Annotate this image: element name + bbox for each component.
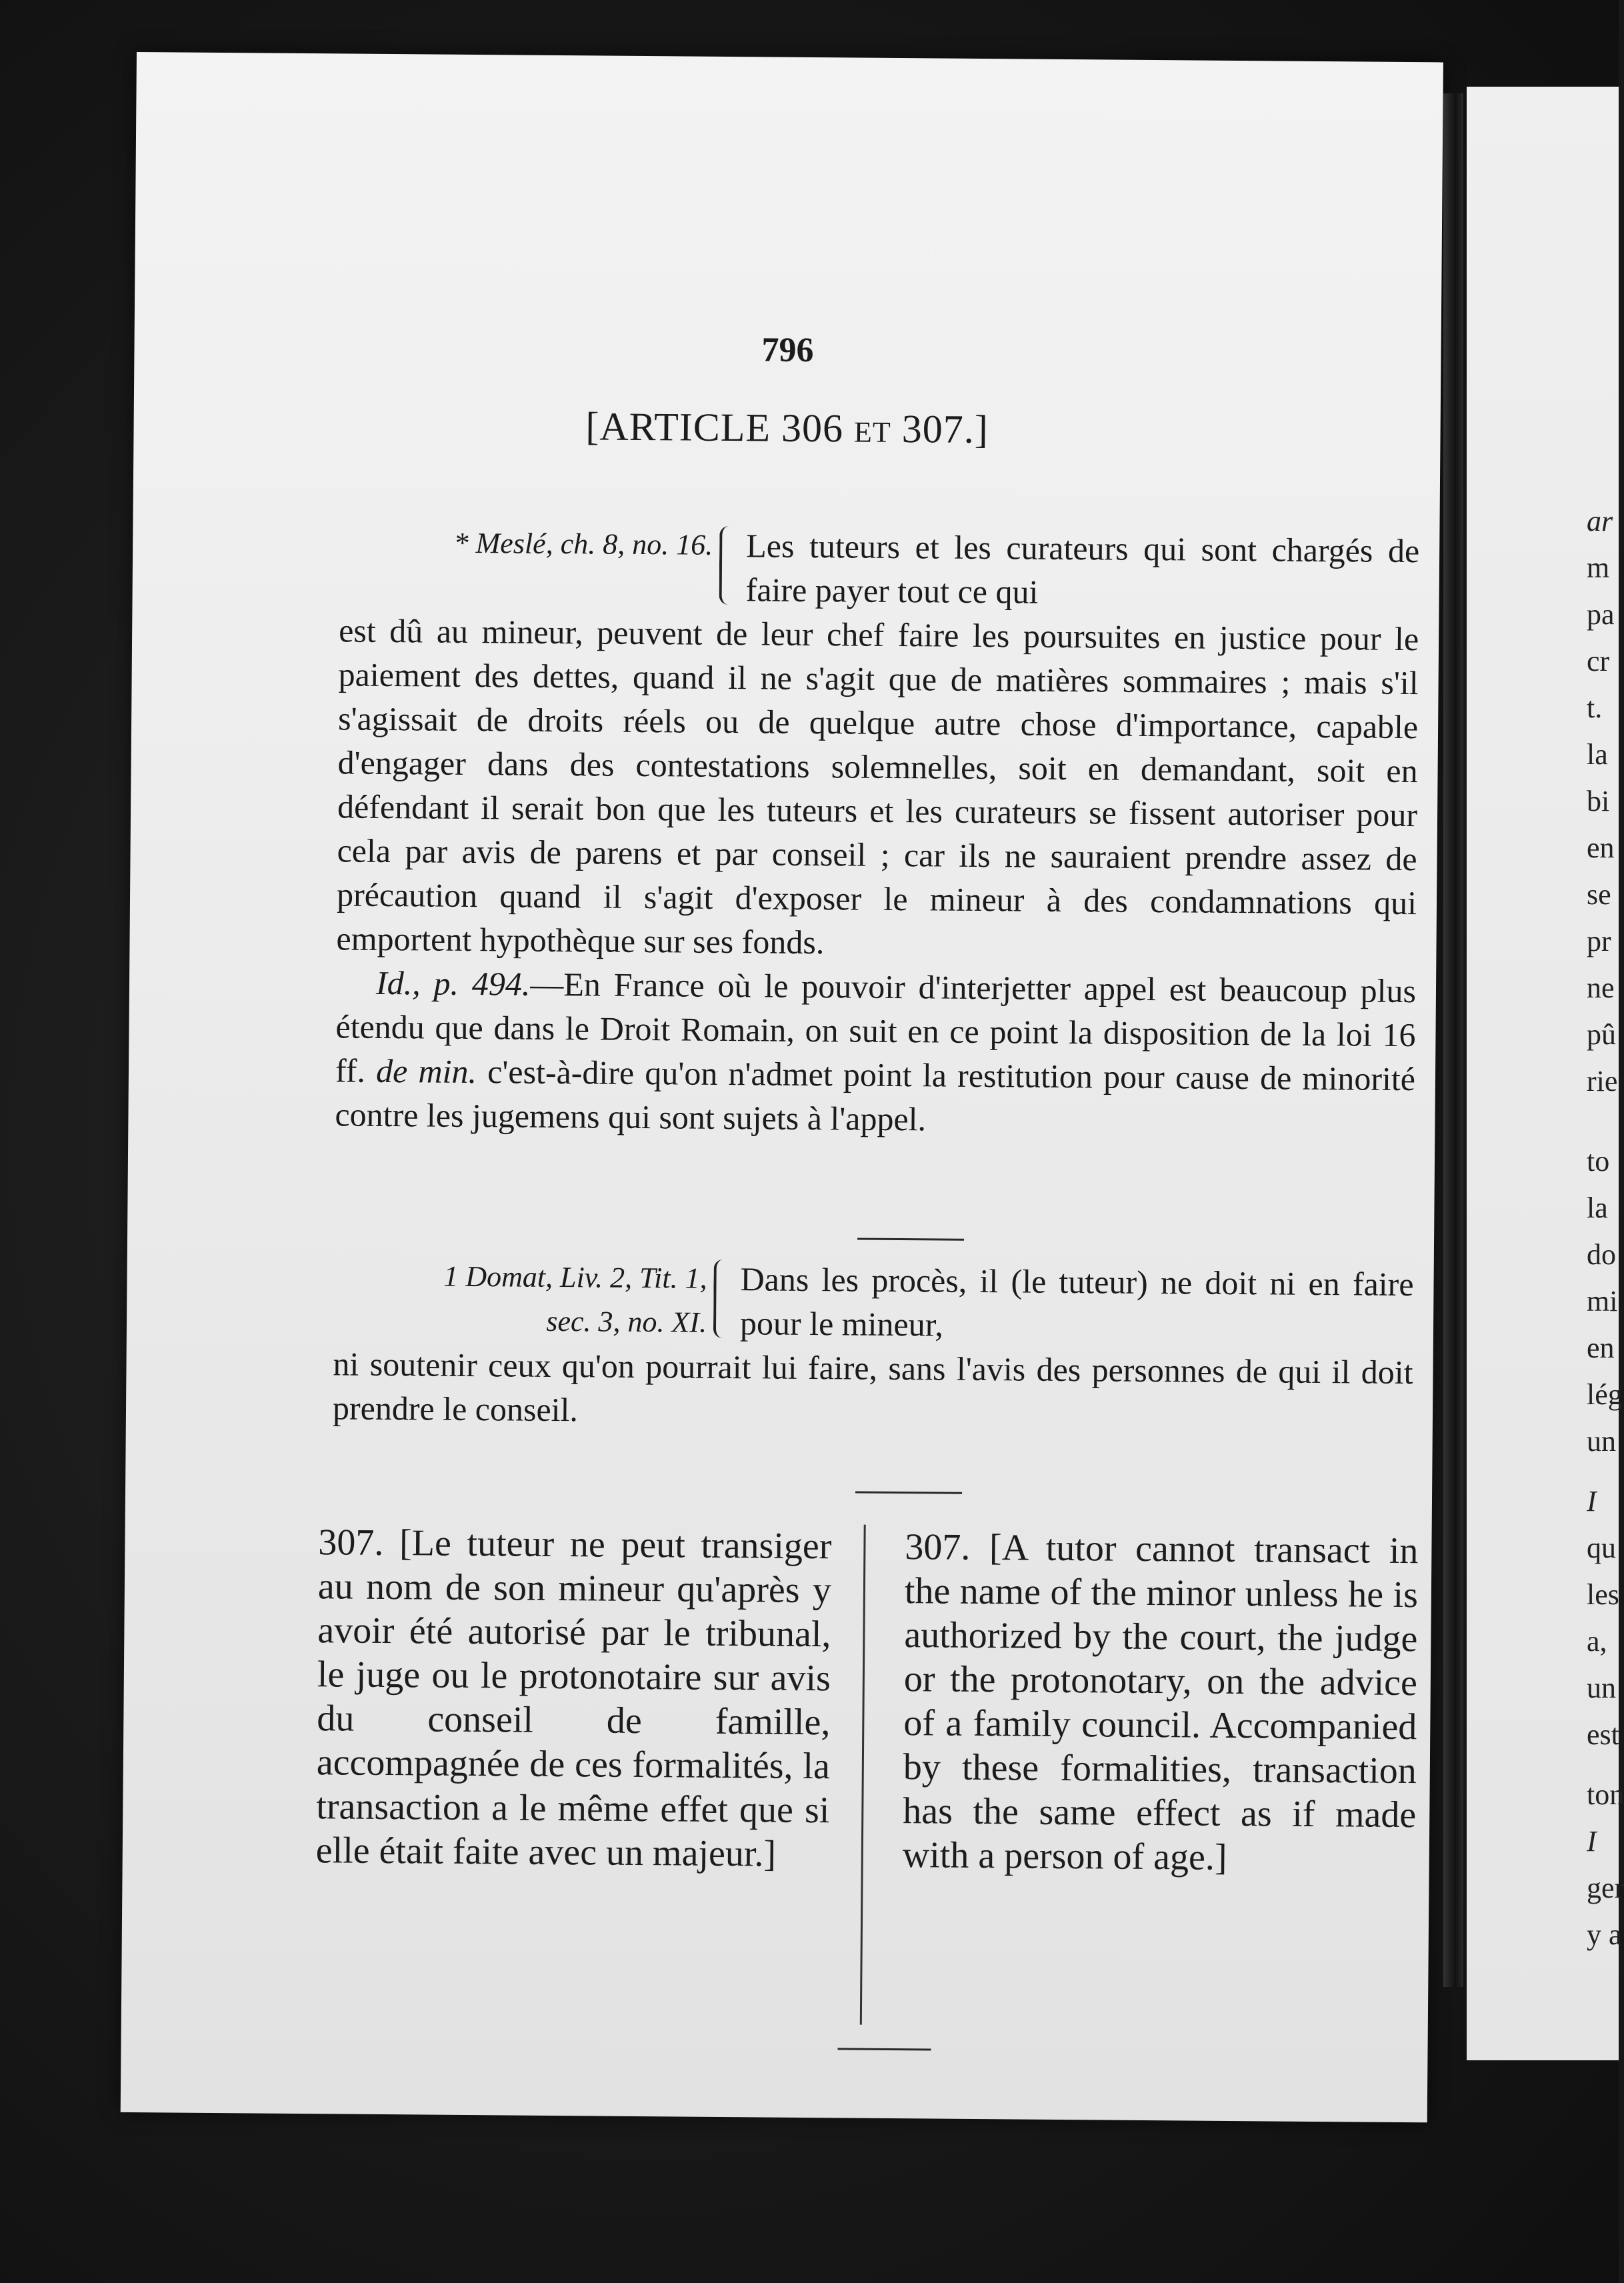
adjacent-fragment: bi <box>1587 785 1610 817</box>
adjacent-fragment: to <box>1587 1145 1610 1178</box>
domat-source-line1: 1 Domat, Liv. 2, Tit. 1, <box>443 1260 707 1295</box>
book-page <box>121 52 1443 2122</box>
adjacent-fragment: cr <box>1587 645 1610 677</box>
domat-citation <box>333 1254 1414 1438</box>
adjacent-fragment: I <box>1587 1485 1597 1518</box>
brace-icon <box>713 1260 733 1338</box>
column-divider <box>860 1525 866 2025</box>
brace-icon <box>719 526 739 605</box>
adjacent-fragment: t. <box>1587 691 1603 724</box>
book-gutter <box>1443 93 1463 1987</box>
end-rule <box>837 2048 931 2050</box>
article-heading <box>133 400 1440 456</box>
article-307-french: 307. [Le tuteur ne peut transiger au nom de son mineur qu'après y avoir été autorisé par le tribunal, le juge ou le protonotaire sur avis du conseil de famille, accompagnée de ces formalités, la transaction a le même effet que si elle était faite avec un majeur.] <box>315 1522 832 1875</box>
article-307-english: 307. [A tutor cannot transact in the name of the minor unless he is authorized by the court, the judge or the protonotary, on the advice of a family council. Accompanied by these formalities, transaction has the same effect as if made with a person of age.] <box>902 1526 1419 1878</box>
adjacent-fragment: un <box>1587 1672 1616 1704</box>
adjacent-fragment: pr <box>1587 925 1611 957</box>
adjacent-fragment: y a <box>1587 1918 1622 1951</box>
adjacent-fragment: rie <box>1587 1065 1618 1097</box>
adjacent-fragment: I <box>1587 1825 1597 1858</box>
adjacent-fragment: est <box>1587 1718 1619 1751</box>
id-reference: Id., p. 494. <box>375 963 531 1003</box>
adjacent-fragment: a, <box>1587 1625 1607 1658</box>
domat-cite-row <box>333 1254 1414 1350</box>
adjacent-fragment: mi <box>1587 1285 1618 1318</box>
adjacent-fragment: en <box>1587 1332 1615 1364</box>
adjacent-fragment: pa <box>1587 598 1615 631</box>
heading-et: ET <box>853 415 891 449</box>
adjacent-fragment: ton <box>1587 1778 1624 1811</box>
mesle-source-line: * Meslé, ch. 8, no. 16. <box>453 526 713 561</box>
adjacent-fragment: m <box>1587 551 1610 584</box>
adjacent-fragment: en <box>1587 831 1615 864</box>
adjacent-fragment: ar <box>1587 505 1613 537</box>
adjacent-fragment: pû <box>1587 1018 1616 1051</box>
mesle-source <box>339 520 713 567</box>
id-text: —En France où le pouvoir d'interjetter appel est beaucoup plus étendu que dans le Droit Romain, on suit en ce point la disposition de la loi 16 ff. <box>335 965 1417 1089</box>
domat-quote-start: Dans les procès, il (le tuteur) ne doit ni en faire pour le mineur, <box>739 1260 1414 1344</box>
id-text-end: c'est-à-dire qu'on n'admet point la restitution pour cause de minorité contre les jugemens qui sont sujets à l'appel. <box>335 1053 1416 1138</box>
mesle-id-paragraph <box>335 960 1416 1145</box>
adjacent-fragment: un <box>1587 1425 1616 1458</box>
adjacent-fragment: les <box>1587 1578 1619 1611</box>
domat-source-line2: sec. 3, no. XI. <box>546 1304 707 1339</box>
page-number: 796 <box>761 331 814 369</box>
mesle-citation <box>335 520 1419 1145</box>
section-rule <box>857 1238 964 1241</box>
adjacent-fragment: qu <box>1587 1532 1616 1564</box>
adjacent-fragment: la <box>1587 1192 1608 1224</box>
mesle-quote-start: Les tuteurs et les curateurs qui sont chargés de faire payer tout ce qui <box>745 527 1420 611</box>
adjacent-fragment: do <box>1587 1238 1616 1271</box>
heading-main: [ARTICLE 306 <box>585 404 844 451</box>
heading-end: 307.] <box>901 407 989 452</box>
domat-source <box>333 1254 707 1344</box>
adjacent-fragment: se <box>1587 878 1611 911</box>
id-italic-term: de min. <box>375 1051 477 1091</box>
adjacent-fragment: ger <box>1587 1872 1624 1904</box>
adjacent-fragment: la <box>1587 738 1608 771</box>
section-rule <box>855 1492 962 1494</box>
adjacent-page <box>1467 87 1624 2060</box>
article-307-columns <box>315 1520 1419 2036</box>
mesle-quote-continuation: est dû au mineur, peuvent de leur chef faire les poursuites en justice pour le paiement des dettes, quand il ne s'agit que de matières sommaires ; mais s'il s'agissait de droits réels ou de quelque autre chose d'importance, capable d'engager dans des contestations solemnelles, soit en demandant, soit en défendant il serait bon que les tuteurs et les curateurs se fissent autoriser pour cela par avis de parens et par conseil ; car ils ne sauraient prendre assez de précaution quand il s'agit d'exposer le mineur à des condamnations qui emportent hypothèque sur ses fonds. <box>336 611 1419 961</box>
adjacent-fragment: lég <box>1587 1378 1623 1411</box>
adjacent-fragment: ne <box>1587 971 1615 1004</box>
domat-quote-continuation: ni soutenir ceux qu'on pourrait lui faire, sans l'avis des personnes de qui il doit prendre le conseil. <box>332 1345 1413 1429</box>
mesle-cite-row <box>339 520 1419 617</box>
